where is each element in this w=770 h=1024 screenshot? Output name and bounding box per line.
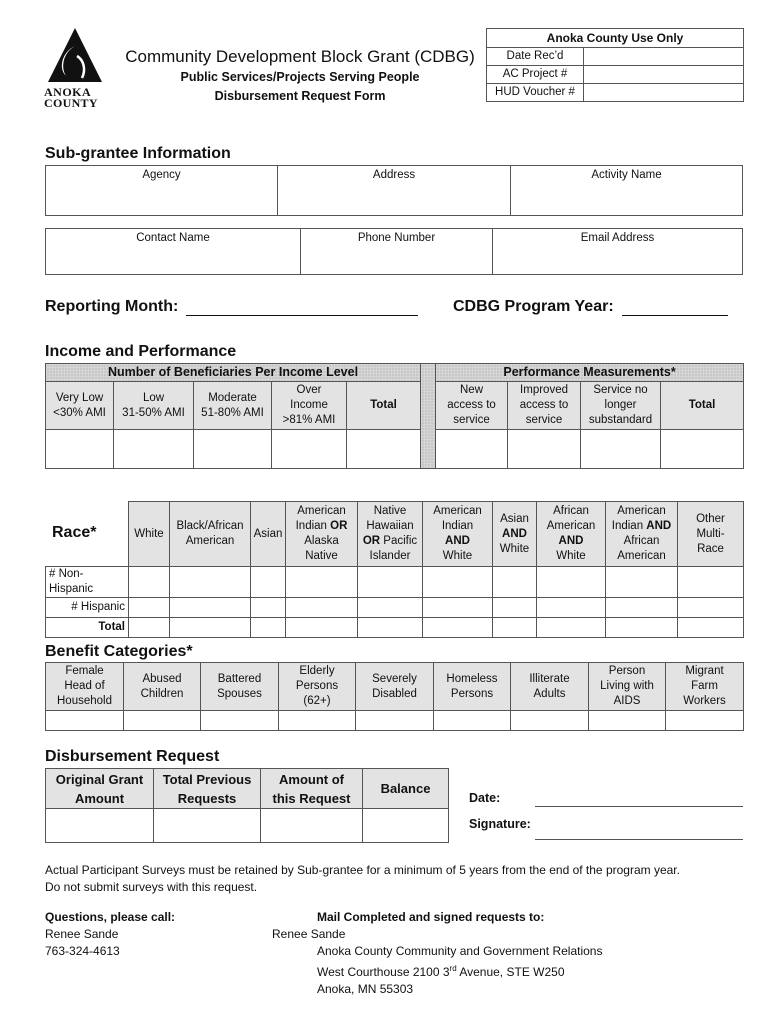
race-col-header-line: White [442, 550, 473, 562]
race-col-header-line: White [556, 550, 586, 562]
email-address-label: Email Address [580, 232, 655, 244]
measure-total-header: Total [661, 382, 744, 430]
race-col-header-line: AND [445, 535, 470, 547]
benefit-input-cell[interactable] [124, 711, 201, 731]
questions-name: Renee Sande [45, 927, 119, 941]
race-row-label: # Non-Hispanic [46, 567, 129, 598]
income-total-header: Total [347, 382, 421, 430]
mail-org: Anoka County Community and Government Relations [317, 944, 603, 958]
race-col-header-line: African [623, 535, 660, 547]
original-grant-input[interactable] [46, 809, 154, 843]
race-col-header-line: Native [373, 505, 407, 517]
original-grant-line2: Amount [74, 790, 125, 806]
race-input-cell[interactable] [423, 567, 493, 598]
total-previous-line1: Total Previous [162, 771, 252, 787]
very-low-line2: <30% AMI [53, 406, 106, 419]
race-col-header [423, 502, 493, 567]
email-address-field[interactable] [492, 228, 743, 275]
address-field[interactable] [277, 165, 511, 216]
improved-line2: access to [519, 399, 569, 411]
benefit-col-header-line: Children [140, 687, 184, 700]
performance-header: Performance Measurements* [436, 364, 744, 382]
benefit-section-title: Benefit Categories* [45, 643, 193, 660]
subgrantee-section-title: Sub-grantee Information [45, 145, 231, 162]
race-row-total [46, 618, 744, 638]
reporting-month-row [45, 298, 418, 316]
race-col-header-line: Indian [441, 520, 474, 532]
table-divider [421, 364, 436, 469]
benefit-col-header-line: Farm [691, 680, 718, 692]
race-input-cell[interactable] [129, 567, 170, 598]
improved-line1: Improved [520, 384, 568, 396]
race-col-header-line: American [297, 505, 346, 517]
measure-substandard-header [581, 382, 661, 430]
race-row-label: Total [46, 618, 129, 638]
questions-label: Questions, please call: [45, 910, 176, 924]
over-line1: Over [296, 384, 322, 396]
race-row-hispanic [46, 598, 744, 618]
measure-substandard-input[interactable] [581, 430, 661, 469]
benefit-col-header-line: Person [608, 665, 646, 677]
race-col-header [678, 502, 744, 567]
benefit-col-header-line: Migrant [685, 665, 724, 677]
substandard-line2: longer [604, 399, 637, 411]
benefit-input-cell[interactable] [201, 711, 279, 731]
race-input-cell[interactable] [493, 567, 537, 598]
race-col-header-line: Native [305, 550, 338, 562]
race-input-cell[interactable] [358, 598, 423, 618]
amount-request-line2: this Request [272, 790, 351, 806]
measure-improved-access-input[interactable] [508, 430, 581, 469]
race-input-cell[interactable] [170, 567, 251, 598]
agency-field[interactable] [45, 165, 278, 216]
mail-street-post: Avenue, STE W250 [456, 965, 565, 979]
benefit-col-header [356, 663, 434, 711]
race-input-cell[interactable] [606, 618, 678, 638]
mail-street-sup: rd [449, 964, 457, 973]
race-col-header-line: OR Pacific [362, 535, 418, 547]
income-moderate-header [194, 382, 272, 430]
benefit-input-cell[interactable] [589, 711, 666, 731]
anoka-county-logo [44, 26, 106, 110]
benefit-input-cell[interactable] [511, 711, 589, 731]
low-line2: 31-50% AMI [122, 406, 185, 419]
benefit-col-header [511, 663, 589, 711]
form-title: Community Development Block Grant (CDBG) [125, 47, 475, 66]
mail-street [317, 960, 602, 981]
mail-address-block [317, 943, 602, 998]
race-input-cell[interactable] [286, 598, 358, 618]
triangle-logo-icon [44, 26, 106, 84]
race-row-label: # Hispanic [46, 598, 129, 618]
header-block [120, 46, 480, 106]
logo-text-county: COUNTY [44, 96, 98, 110]
race-input-cell[interactable] [358, 567, 423, 598]
agency-label: Agency [142, 169, 181, 181]
race-col-header [286, 502, 358, 567]
race-col-header-line: Islander [369, 550, 411, 562]
benefit-col-header [46, 663, 124, 711]
race-table [45, 501, 744, 638]
race-col-header-line: Black/African [176, 520, 244, 532]
hud-voucher-field[interactable] [584, 84, 744, 102]
race-col-header-line: AND [558, 535, 584, 547]
race-input-cell[interactable] [493, 618, 537, 638]
benefit-col-header-line: Female [65, 665, 104, 677]
disbursement-section-title: Disbursement Request [45, 748, 220, 765]
race-input-cell[interactable] [606, 598, 678, 618]
race-col-header-line: Asian [500, 512, 529, 525]
benefit-input-cell[interactable] [666, 711, 744, 731]
race-col-header-line: Indian AND [611, 520, 672, 532]
measure-new-access-input[interactable] [436, 430, 508, 469]
race-col-header-line: Race [697, 542, 724, 555]
retention-notice-line2: Do not submit surveys with this request. [45, 880, 258, 894]
race-col-header-line: American [617, 505, 666, 517]
income-low-input[interactable] [114, 430, 194, 469]
race-col-header-line: AND [502, 527, 527, 540]
moderate-line1: Moderate [208, 391, 257, 404]
race-input-cell[interactable] [251, 618, 286, 638]
signature-field[interactable] [535, 824, 743, 840]
very-low-line1: Very Low [55, 391, 104, 404]
race-col-header-line: African [553, 505, 589, 517]
program-year-field[interactable] [622, 300, 728, 316]
benefit-table [45, 662, 744, 731]
hud-voucher-label: HUD Voucher # [487, 84, 584, 102]
race-col-header [606, 502, 678, 567]
race-col-header [493, 502, 537, 567]
mail-city: Anoka, MN 55303 [317, 982, 414, 996]
race-col-header [129, 502, 170, 567]
signature-label: Signature: [469, 817, 531, 831]
benefit-col-header-line: Battered [217, 672, 262, 685]
benefit-col-header-line: Elderly [299, 665, 335, 677]
form-subtitle-2: Disbursement Request Form [214, 89, 386, 103]
benefit-col-header-line: Disabled [372, 687, 417, 700]
total-previous-line2: Requests [177, 790, 237, 806]
race-col-header [251, 502, 286, 567]
mail-label: Mail Completed and signed requests to: [317, 910, 545, 924]
benefit-col-header [124, 663, 201, 711]
county-use-title: Anoka County Use Only [487, 29, 744, 48]
phone-number-field[interactable] [300, 228, 493, 275]
race-corner [46, 502, 129, 567]
disbursement-table [45, 768, 449, 843]
total-previous-input[interactable] [154, 809, 261, 843]
measure-total-input[interactable] [661, 430, 744, 469]
new-line3: service [453, 414, 490, 426]
mail-street-pre: West Courthouse 2100 3 [317, 965, 450, 979]
race-col-header-line: American [433, 505, 482, 517]
race-input-cell[interactable] [423, 598, 493, 618]
date-label: Date: [469, 791, 501, 805]
county-use-only-table [486, 28, 744, 102]
race-col-header [170, 502, 251, 567]
race-col-header-line: Asian [253, 527, 283, 540]
income-total-input[interactable] [347, 430, 421, 469]
income-low-header [114, 382, 194, 430]
race-col-header-line: Multi- [696, 527, 725, 540]
benefit-col-header-line: Head of [64, 680, 105, 692]
race-col-header-line: American [185, 535, 235, 547]
measure-new-access-header [436, 382, 508, 430]
race-title: Race* [52, 524, 97, 541]
benefit-col-header-line: Severely [372, 672, 417, 685]
benefit-input-cell[interactable] [46, 711, 124, 731]
measure-improved-access-header [508, 382, 581, 430]
race-col-header-line: Hawaiian [366, 520, 414, 532]
benefit-col-header-line: AIDS [613, 695, 641, 707]
income-over-header [272, 382, 347, 430]
benefit-col-header-line: Persons [450, 687, 494, 700]
race-input-cell[interactable] [537, 598, 606, 618]
benefit-col-header-line: Illiterate [529, 672, 570, 685]
reporting-month-label: Reporting Month: [45, 298, 179, 315]
benefit-col-header [589, 663, 666, 711]
contact-name-field[interactable] [45, 228, 301, 275]
benefit-col-header-line: Spouses [217, 687, 262, 700]
race-col-header-line: American [617, 550, 666, 562]
benefit-col-header-line: (62+) [303, 695, 331, 707]
benefit-col-header [666, 663, 744, 711]
questions-phone: 763-324-4613 [45, 944, 120, 958]
activity-name-field[interactable] [510, 165, 743, 216]
moderate-line2: 51-80% AMI [201, 406, 264, 419]
new-line2: access to [447, 399, 496, 411]
benefit-col-header-line: Workers [683, 695, 726, 707]
race-input-cell[interactable] [129, 598, 170, 618]
race-input-cell[interactable] [286, 618, 358, 638]
race-col-header-line: Alaska [304, 535, 339, 547]
benefit-col-header-line: Persons [295, 680, 339, 692]
new-line1: New [460, 384, 484, 396]
logo-text-anoka: ANOKA [44, 85, 92, 99]
race-input-cell[interactable] [678, 598, 744, 618]
race-input-cell[interactable] [606, 567, 678, 598]
phone-number-label: Phone Number [357, 232, 436, 244]
program-year-label: CDBG Program Year: [453, 298, 614, 315]
substandard-line3: substandard [588, 414, 653, 426]
ac-project-label: AC Project # [487, 66, 584, 84]
benefit-col-header-line: Household [57, 695, 112, 707]
race-input-cell[interactable] [423, 618, 493, 638]
race-input-cell[interactable] [129, 618, 170, 638]
date-recd-field[interactable] [584, 48, 744, 66]
amount-request-input[interactable] [261, 809, 363, 843]
over-line2: Income [290, 399, 328, 411]
race-input-cell[interactable] [678, 567, 744, 598]
mail-name: Renee Sande [272, 927, 346, 941]
race-col-header-line: White [499, 542, 530, 555]
questions-contact [45, 909, 175, 960]
race-input-cell[interactable] [170, 618, 251, 638]
race-input-cell[interactable] [358, 618, 423, 638]
income-very-low-header [46, 382, 114, 430]
income-section-title: Income and Performance [45, 343, 237, 360]
date-recd-label: Date Rec’d [487, 48, 584, 66]
race-col-header [358, 502, 423, 567]
race-row-non-hispanic [46, 567, 744, 598]
income-over-input[interactable] [272, 430, 347, 469]
balance-header: Balance [363, 769, 449, 809]
benefit-col-header-line: Abused [142, 672, 182, 685]
date-field[interactable] [535, 790, 743, 807]
benefit-col-header-line: Adults [533, 687, 566, 700]
race-col-header-line: Other [696, 512, 725, 525]
activity-name-label: Activity Name [591, 169, 662, 181]
address-label: Address [372, 169, 416, 181]
contact-name-label: Contact Name [136, 232, 210, 244]
form-subtitle-1: Public Services/Projects Serving People [180, 70, 420, 84]
over-line3: >81% AMI [282, 414, 336, 426]
reporting-month-field[interactable] [186, 300, 418, 316]
benefit-input-cell[interactable] [356, 711, 434, 731]
race-input-cell[interactable] [286, 567, 358, 598]
benefit-input-cell[interactable] [279, 711, 356, 731]
race-input-cell[interactable] [170, 598, 251, 618]
substandard-line1: Service no [593, 384, 648, 396]
benefit-col-header [434, 663, 511, 711]
balance-input[interactable] [363, 809, 449, 843]
race-input-cell[interactable] [537, 567, 606, 598]
income-performance-table [45, 363, 744, 469]
amount-request-line1: Amount of [279, 771, 344, 787]
retention-notice-line1: Actual Participant Surveys must be retained by Sub-grantee for a minimum of 5 years from the end of the program year. [45, 863, 680, 877]
race-input-cell[interactable] [251, 598, 286, 618]
race-input-cell[interactable] [537, 618, 606, 638]
amount-request-header [261, 769, 363, 809]
beneficiaries-header: Number of Beneficiaries Per Income Level [46, 364, 421, 382]
benefit-col-header [201, 663, 279, 711]
race-col-header [537, 502, 606, 567]
income-moderate-input[interactable] [194, 430, 272, 469]
improved-line3: service [525, 414, 563, 426]
benefit-col-header-line: Living with [600, 680, 654, 692]
race-col-header-line: White [134, 527, 164, 540]
race-col-header-line: American [546, 520, 596, 532]
race-input-cell[interactable] [678, 618, 744, 638]
race-input-cell[interactable] [251, 567, 286, 598]
race-input-cell[interactable] [493, 598, 537, 618]
benefit-col-header-line: Homeless [446, 672, 498, 685]
income-very-low-input[interactable] [46, 430, 114, 469]
original-grant-line1: Original Grant [55, 771, 144, 787]
benefit-col-header [279, 663, 356, 711]
benefit-input-cell[interactable] [434, 711, 511, 731]
original-grant-header [46, 769, 154, 809]
low-line1: Low [142, 391, 165, 404]
retention-notice [45, 862, 745, 896]
total-previous-header [154, 769, 261, 809]
race-col-header-line: Indian OR [295, 520, 348, 532]
ac-project-field[interactable] [584, 66, 744, 84]
program-year-row [453, 298, 728, 316]
